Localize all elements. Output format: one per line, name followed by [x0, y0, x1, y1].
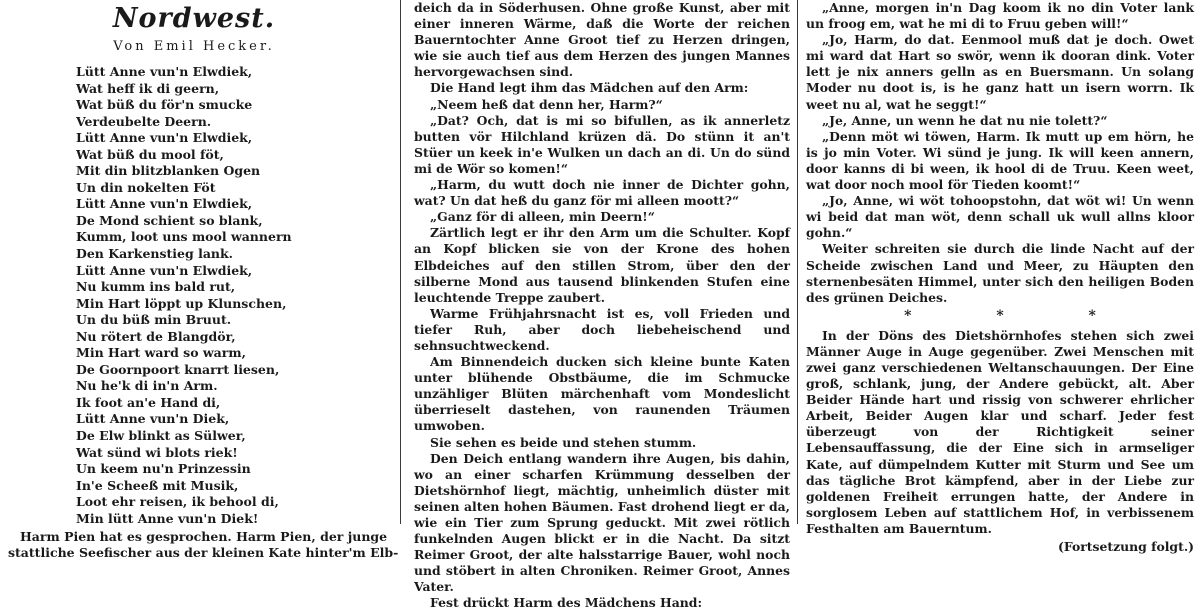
paragraph: Weiter schreiten sie durch die linde Nacht auf der Scheide zwischen Land und Meer, zu Häupten den sternenbesäten Himmel, unter sich den heiligen Boden des grünen Deiches. [806, 241, 1194, 305]
poem-line: In'e Scheeß mit Musik, [76, 477, 239, 493]
poem-line: Min Hart ward so warm, [76, 345, 246, 361]
column-story-right [806, 0, 1194, 554]
prose-line: stattliche Seefischer aus der kleinen Kate hinter'm Elb- [8, 545, 399, 561]
column-divider [400, 0, 401, 524]
paragraph: „Jo, Anne, wi wöt tohoopstohn, dat wöt wi! Un wenn wi beid dat man wöt, denn schall uk wull allns kloor gohn.“ [806, 193, 1194, 241]
paragraph: In der Döns des Dietshörnhofes stehen sich zwei Männer Auge in Auge gegenüber. Zwei Menschen mit zwei ganz verschiedenen Weltanschauungen. Der Eine groß, schlank, jung, der Andere gebückt, alt. Aber Beider Hände hart und rissig von schwerer ehrlicher Arbeit, Beider Augen klar und scharf. Jeder fest überzeugt von der Richtigkeit seiner Lebensauffassung, die der Eine sich in armseliger Kate, auf dümpelndem Kutter mit Sturm und See um das tägliche Brot kämpfend, aber in der Liebe zur goldenen Freiheit errungen hatte, der Andere in sorglosem Leben auf stattlichem Hof, in verbissenem Festhalten am Bauerntum. [806, 327, 1194, 536]
paragraph: Den Deich entlang wandern ihre Augen, bis dahin, wo an einer scharfen Krümmung desselben der Dietshörnhof liegt, mächtig, unheimlich düster mit seinen alten hohen Bäumen. Fast drohend liegt er da, wie ein Tier zum Sprung geduckt. Mit zwei rötlich funkelnden Augen blickt er in die Nacht. Da sitzt Reimer Groot, der alte halsstarrige Bauer, wohl noch und stöbert in alten Chroniken. Reimer Groot, Annes Vater. [414, 450, 790, 595]
paragraph: Zärtlich legt er ihr den Arm um die Schulter. Kopf an Kopf blicken sie von der Krone des hohen Elbdeiches auf den stillen Strom, über den der silberne Mond aus tausend blinkenden Stufen eine leuchtende Treppe zaubert. [414, 225, 790, 305]
column-story-middle [414, 0, 790, 611]
article-author: Von Emil Hecker. [113, 39, 275, 54]
column3-paragraphs-after [806, 328, 1194, 537]
article-title: Nordwest. [112, 3, 276, 34]
poem-line: Min Hart löppt up Klunschen, [76, 295, 287, 311]
paragraph: „Je, Anne, un wenn he dat nu nie tolett?“ [822, 112, 1108, 128]
column1-prose [8, 529, 399, 561]
poem-line: Un din nokelten Föt [76, 179, 216, 195]
poem-line: Min lütt Anne vun'n Diek! [76, 510, 259, 526]
poem-line: Nu kumm ins bald rut, [76, 279, 236, 295]
poem-line: Mit din blitzblanken Ogen [76, 163, 261, 179]
poem-line: Lütt Anne vun'n Elwdiek, [76, 196, 253, 212]
poem-line: Ik foot an'e Hand di, [76, 394, 221, 410]
poem-line: Kumm, loot uns mool wannern [76, 229, 292, 245]
column-poem [8, 0, 399, 561]
poem-line: Nu he'k di in'n Arm. [76, 378, 218, 394]
paragraph: Sie sehen es beide und stehen stumm. [430, 434, 697, 450]
paragraph: „Ganz för di alleen, min Deern!“ [430, 209, 655, 225]
poem-line: Verdeubelte Deern. [76, 113, 212, 129]
poem-line: De Goornpoort knarrt liesen, [76, 361, 280, 377]
poem-line: Un du büß min Bruut. [76, 312, 232, 328]
poem-line: Wat büß du mool föt, [76, 146, 224, 162]
poem-line: Wat sünd wi blots riek! [76, 444, 238, 460]
paragraph: Warme Frühjahrsnacht ist es, voll Frieden und tiefer Ruh, aber doch liebeheischend und sehnsuchtweckend. [414, 305, 790, 353]
paragraph: „Anne, morgen in'n Dag koom ik no din Voter lank un froog em, wat he mi di to Fruu geben will!“ [806, 0, 1194, 32]
paragraph: „Denn möt wi töwen, Harm. Ik mutt up em hörn, he is jo min Voter. Wi sünd je jung. Ik will keen annern, door kanns di bi ween, ik hool di de Truu. Keen weet, wat door noch mool för Tieden koomt!“ [806, 128, 1194, 193]
column3-paragraphs [806, 0, 1194, 306]
column-divider [797, 0, 798, 524]
poem-line: Wat heff ik di geern, [76, 80, 220, 96]
paragraph: Die Hand legt ihm das Mädchen auf den Arm: [430, 80, 749, 96]
section-separator: * * * [904, 307, 1136, 324]
poem [76, 64, 380, 527]
poem-line: Lütt Anne vun'n Elwdiek, [76, 64, 253, 79]
poem-line: Lütt Anne vun'n Elwdiek, [76, 130, 253, 146]
poem-line: Lütt Anne vun'n Elwdiek, [76, 262, 253, 278]
poem-line: Un keem nu'n Prinzessin [76, 461, 251, 477]
paragraph: Am Binnendeich ducken sich kleine bunte Katen unter blühende Obstbäume, die im Schmucke unzähliger Blüten märchenhaft vom Mondeslicht überrieselt dastehen, von raunenden Träumen umwoben. [414, 354, 790, 434]
paragraph: „Jo, Harm, do dat. Eenmool muß dat je doch. Owet mi ward dat Hart so swör, wenn ik dooran dink. Voter lett je nix anners gelln as en Buersmann. Un solang Moder nu doot is, is he ganz hatt un isern worrn. Ik weet nu al, wat he seggt!“ [806, 32, 1194, 112]
continued-note: (Fortsetzung folgt.) [1058, 539, 1194, 554]
paragraph: Fest drückt Harm des Mädchens Hand: [430, 595, 703, 611]
paragraph: „Harm, du wutt doch nie inner de Dichter gohn, wat? Un dat heß du ganz för mi alleen moott?“ [414, 177, 790, 209]
paragraph: deich da in Söderhusen. Ohne große Kunst, aber mit einer inneren Wärme, daß die Worte der reichen Bauerntochter Anne Groot tief zu Herzen dringen, wie sie auch tief aus dem Herzen des jungen Mannes hervorgewachsen sind. [414, 0, 790, 80]
poem-line: Loot ehr reisen, ik behool di, [76, 494, 279, 510]
poem-line: De Mond schient so blank, [76, 212, 263, 228]
poem-line: Nu rötert de Blangdör, [76, 328, 236, 344]
poem-line: Wat büß du för'n smucke [76, 97, 253, 113]
poem-line: De Elw blinkt as Sülwer, [76, 428, 246, 444]
poem-line: Lütt Anne vun'n Diek, [76, 411, 230, 427]
paragraph: „Neem heß dat denn her, Harm?“ [430, 96, 663, 112]
prose-line: Harm Pien hat es gesprochen. Harm Pien, der junge [20, 529, 388, 545]
paragraph: „Dat? Och, dat is mi so bifullen, as ik annerletz butten vör Hilchland krüzen dä. Do stünn it an't Stüer un keek in'e Wulken un dach an di. Un do sünd mi de Wör so komen!“ [414, 112, 790, 176]
poem-line: Den Karkenstieg lank. [76, 246, 234, 262]
